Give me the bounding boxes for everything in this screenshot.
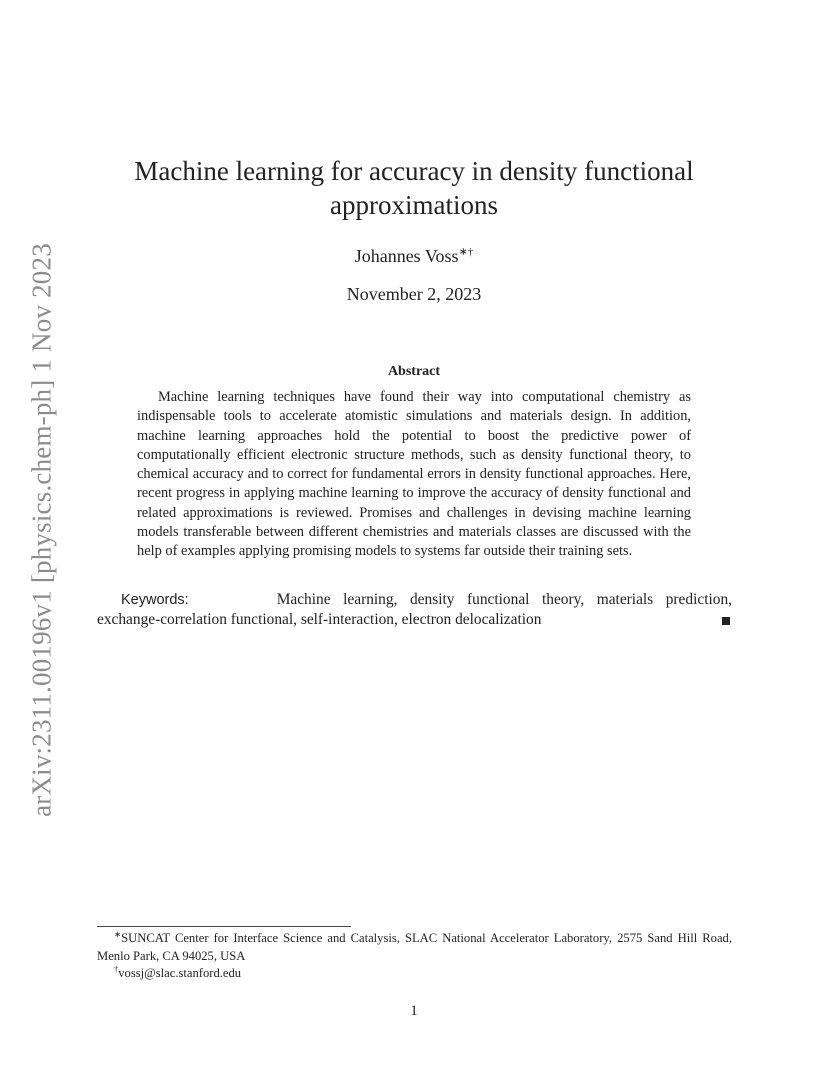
footnote-mark-affiliation: ∗ xyxy=(114,929,122,939)
abstract-body: Machine learning techniques have found their way into computational chemistry as indispensable tools to accelerate atomistic simulations and materials design. In addition, machine learning approaches hold the potential to boost the predictive power of computationally efficient electronic structure methods, such as density functional theory, to chemical accuracy and to correct for fundamental errors in density functional approaches. Here, recent progress in applying machine learning to improve the accuracy of density functional and related approximations is reviewed. Promises and challenges in devising machine learning models transferable between different chemistries and materials classes are discussed with the help of examples applying promising models to systems far outside their training sets. xyxy=(137,389,691,560)
author-line xyxy=(100,244,728,268)
footnotes xyxy=(97,930,732,983)
paper-title: Machine learning for accuracy in density functional approximations xyxy=(134,156,694,220)
end-of-abstract-square-icon xyxy=(722,617,730,625)
author-name: Johannes Voss xyxy=(354,246,459,266)
footnote-email-text[interactable]: vossj@slac.stanford.edu xyxy=(118,966,242,980)
footnote-mark-email: † xyxy=(114,964,119,974)
arxiv-identifier-stamp: arXiv:2311.00196v1 [physics.chem-ph] 1 Nov 2023 xyxy=(26,243,57,817)
paper-date: November 2, 2023 xyxy=(346,284,482,304)
footnote-rule xyxy=(97,926,351,927)
keywords-list: Machine learning, density functional theory, materials prediction, exchange-correlation functional, self-interaction, electron delocalization xyxy=(97,591,732,628)
footnote-affiliation xyxy=(97,930,732,965)
page-number: 1 xyxy=(410,1003,418,1019)
footnote-affiliation-text: SUNCAT Center for Interface Science and Catalysis, SLAC National Accelerator Laboratory, 2575 Sand Hill Road, Menlo Park, CA 94025, USA xyxy=(97,931,732,963)
keywords-label: Keywords: xyxy=(121,592,189,608)
author-footnote-marks: ∗† xyxy=(458,246,474,258)
keywords-block xyxy=(97,590,732,630)
abstract-heading: Abstract xyxy=(387,364,441,379)
footnote-email xyxy=(97,965,732,983)
